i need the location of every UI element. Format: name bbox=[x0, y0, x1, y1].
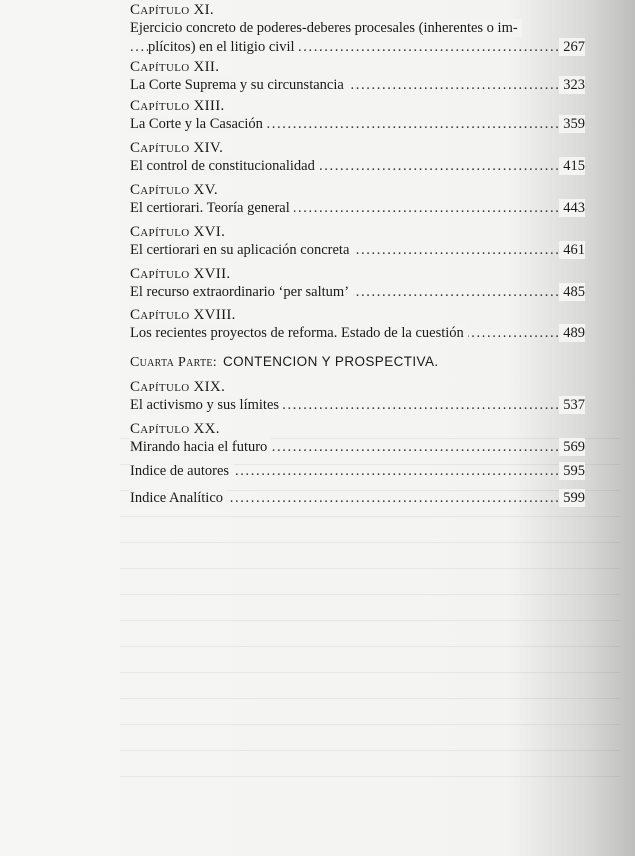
entry-line bbox=[130, 438, 585, 456]
page-number: 415 bbox=[559, 157, 585, 175]
entry-line bbox=[130, 489, 585, 507]
entry-title: El certiorari. Teoría general bbox=[130, 199, 294, 217]
page-number: 537 bbox=[559, 396, 585, 414]
chapter-label: Capítulo XIX. bbox=[130, 379, 226, 395]
chapter-label: Capítulo XIII. bbox=[130, 98, 225, 114]
entry-title-line-1 bbox=[130, 19, 585, 37]
entry-line bbox=[130, 199, 585, 217]
chapter-label: Capítulo XV. bbox=[130, 182, 218, 198]
entry-title: El activismo y sus límites bbox=[130, 396, 283, 414]
entry-title: La Corte Suprema y su circunstancia bbox=[130, 76, 348, 94]
page-number: 599 bbox=[559, 489, 585, 507]
entry-title: El certiorari en su aplicación concreta bbox=[130, 241, 353, 259]
part-heading bbox=[130, 353, 439, 372]
chapter-label: Capítulo XVI. bbox=[130, 224, 226, 240]
chapter-label: Capítulo XVIII. bbox=[130, 307, 236, 323]
page-number: 323 bbox=[559, 76, 585, 94]
chapter-label: Capítulo XX. bbox=[130, 421, 220, 437]
page-number: 485 bbox=[559, 283, 585, 301]
entry-title: plícitos) en el litigio civil bbox=[148, 38, 299, 56]
page-number: 489 bbox=[559, 324, 585, 342]
entry-line bbox=[130, 157, 585, 175]
entry-title: Indice de autores bbox=[130, 462, 233, 480]
page-number: 359 bbox=[559, 115, 585, 133]
entry-line bbox=[130, 462, 585, 480]
page-number: 569 bbox=[559, 438, 585, 456]
entry-line bbox=[130, 283, 585, 301]
entry-title: Los recientes proyectos de reforma. Estado de la cuestión bbox=[130, 324, 468, 342]
entry-line bbox=[130, 76, 585, 94]
entry-title: Mirando hacia el futuro bbox=[130, 438, 271, 456]
entry-title: La Corte y la Casación bbox=[130, 115, 267, 133]
part-title: CONTENCION Y PROSPECTIVA. bbox=[222, 354, 439, 369]
entry-line bbox=[130, 324, 585, 342]
entry-title: Ejercicio concreto de poderes-deberes procesales (inherentes o im- bbox=[130, 19, 522, 37]
page-number: 443 bbox=[559, 199, 585, 217]
entry-title: El recurso extraordinario ‘per saltum’ bbox=[130, 283, 353, 301]
chapter-label: Capítulo XIV. bbox=[130, 140, 224, 156]
entry-line bbox=[130, 396, 585, 414]
entry-title-line-2 bbox=[130, 38, 585, 56]
entry-line bbox=[130, 241, 585, 259]
page-number: 461 bbox=[559, 241, 585, 259]
page-number: 267 bbox=[559, 38, 585, 56]
chapter-label: Capítulo XII. bbox=[130, 59, 220, 75]
entry-title: El control de constitucionalidad bbox=[130, 157, 319, 175]
chapter-label: Capítulo XVII. bbox=[130, 266, 231, 282]
part-label: Cuarta Parte: bbox=[130, 355, 217, 370]
entry-title: Indice Analítico bbox=[130, 489, 227, 507]
page-number: 595 bbox=[559, 462, 585, 480]
chapter-label: Capítulo XI. bbox=[130, 2, 214, 18]
entry-line bbox=[130, 115, 585, 133]
